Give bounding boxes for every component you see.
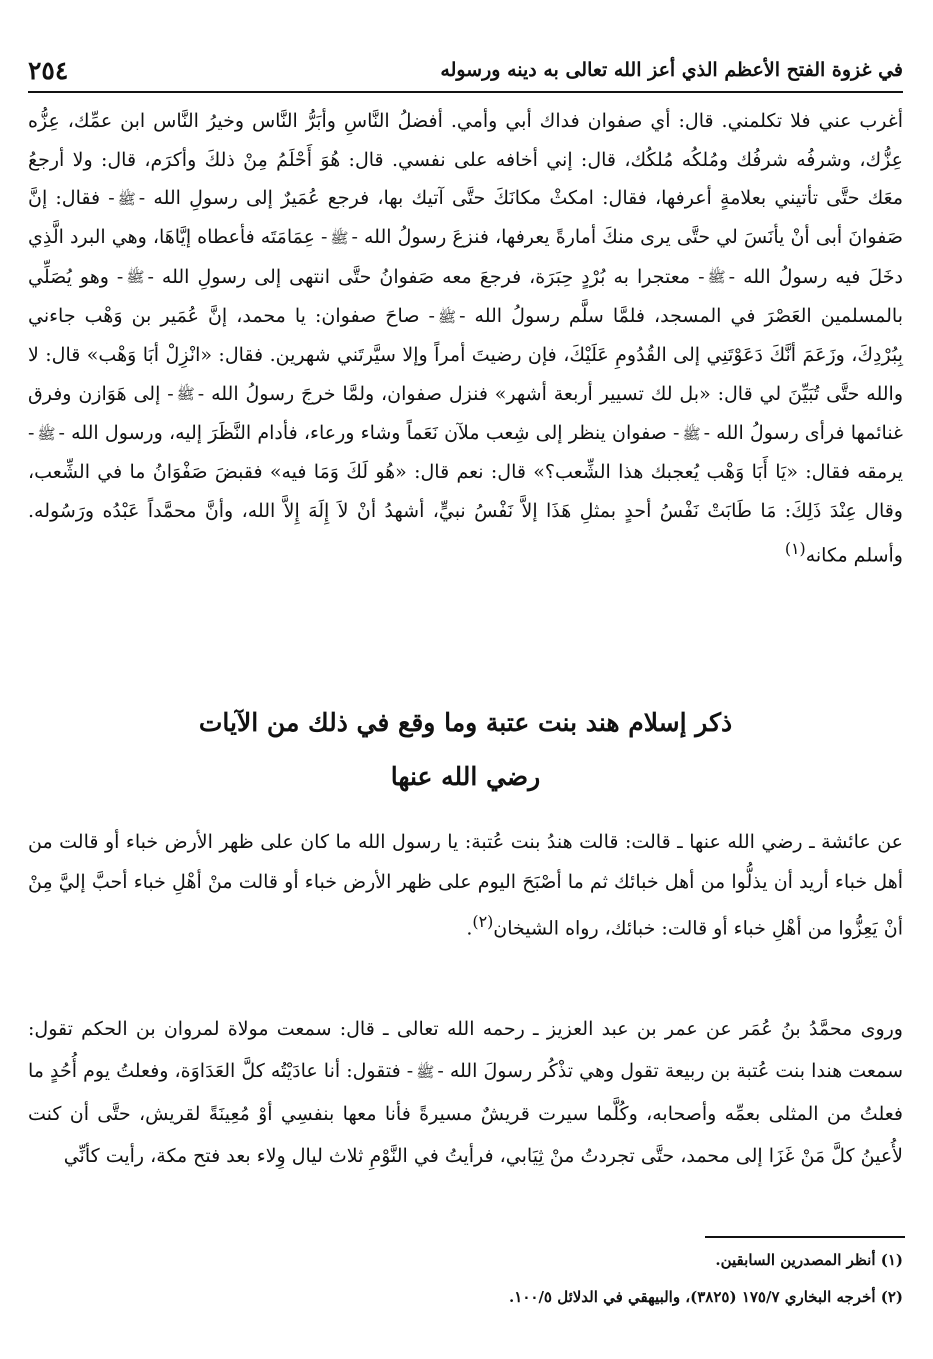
text-segment: - معتجرا به بُرْدٍ حِبَرَة، فرجعَ معه صَفوانُ حتَّى انتهى إلى رسولِ الله -: [147, 265, 705, 288]
text-segment: وروى محمَّدُ بنُ عُمَر عن عمر بن عبد العزيز ـ رحمه الله تعالى ـ قال: سمعت مولاة لمروان بن الحكم تقول: سمعت هندا بنت عُتبة بن ربيعة تقول وهي تذْكُر رسولَ الله -: [28, 1018, 903, 1082]
text-segment: - صاحَ صفوان: يا محمد، إنَّ عُمَير بن وَهْب جاءني بِبُرْدِكَ، وزَعَمَ أنَّكَ دَعَوْتَنِي إلى القُدُومِ عَلَيْكَ، فإن رضيتَ أمراً وإلا سيَّرتَني شهرين. فقال: «انْزِلْ أبَا وَهْب» قال: لا والله حتَّى تُبَيِّنَ لي قال: «بل لك تسيير أربعة أشهر» فنزل صفوان، ولمَّا خرجَ رسولُ الله -: [28, 304, 903, 405]
page-number: ٢٥٤: [28, 55, 69, 85]
salutation-icon: ﷺ: [117, 189, 136, 208]
salutation-icon: ﷺ: [126, 268, 145, 287]
text-segment: - يرمقه فقال: «يَا أَبَا وَهْب يُعجبك هذا الشِّعب؟» قال: نعم قال: «هُو لَكَ وَمَا فيه» فقبضَ صَفْوَانُ ما في الشِّعب، وقال عِنْدَ ذَلِكَ: مَا طَابَتْ نَفْسُ أحدٍ بمثلِ هَذَا إلاَّ نَفْسُ نبيٍّ، أشهدُ أنْ لاَ إِلَهَ إِلاَّ الله، وأنَّ محمَّداً عَبْدُه ورَسُوله. وأسلم مكانه: [28, 421, 903, 567]
text-segment: - صفوان ينظر إلى شِعب ملآن نَعَماً وشاء ورعاء، فأدام النَّظَرَ إليه، ورسول الله -: [58, 421, 680, 444]
salutation-icon: ﷺ: [416, 1063, 435, 1081]
salutation-icon: ﷺ: [437, 307, 457, 326]
section-heading: ذكر إسلام هند بنت عتبة وما وقع في ذلك من الآيات: [198, 708, 733, 737]
footnote-divider: [705, 1236, 905, 1238]
section-subheading: رضي الله عنها: [390, 762, 541, 791]
text-segment: - إلى هَوَازن وفرق غنائمها فرأى رسولُ الله -: [28, 382, 903, 444]
salutation-icon: ﷺ: [176, 385, 195, 404]
footnote-1: (١) أنظر المصدرين السابقين.: [715, 1251, 903, 1269]
salutation-icon: ﷺ: [682, 424, 701, 443]
footnote-ref: (١): [784, 539, 806, 558]
salutation-icon: ﷺ: [707, 268, 726, 287]
footnote-ref: (٢): [472, 912, 494, 931]
text-segment: عن عائشة ـ رضي الله عنها ـ قالت: قالت هندُ بنت عُتبة: يا رسول الله ما كان على ظهر الأرض خباء أو قالت من أهل خباء أريد أن يذلُّوا من أهل خبائك ثم ما أصْبَحَ اليوم على ظهر الأرض خباء أو قالت منْ أهْلِ خباء أحبَّ إليَّ مِنْ أنْ يَعِزُّوا من أهْلِ خباء أو قالت: خبائك، رواه الشيخان: [28, 831, 903, 940]
salutation-icon: ﷺ: [37, 424, 56, 443]
hadith-aisha-paragraph: [28, 822, 903, 948]
running-title: في غزوة الفتح الأعظم الذي أعز الله تعالى به دينه ورسوله: [440, 59, 903, 81]
text-segment: - فتقول: أنا عادَيْتُه كلَّ العَدَاوَة، وفعلتُ يوم أُحُدٍ ما فعلتُ من المثلى بعمِّه وأصحابه، وكُلَّما سيرت قريشٌ مسيرةً فأنا معها بنفسِي أوْ مُعِينَةً لقريش، حتَّى أن كنت لأُعينُ كلَّ مَنْ غَزَا إلى محمد، حتَّى تجردتُ منْ ثِيَابي، فرأيتُ في النَّوْمِ ثلاث ليال وِلاء بعد فتح مكة، رأيت كأنِّي: [28, 1060, 903, 1167]
page-header: [28, 50, 903, 90]
text-segment: أغرب عني فلا تكلمني. قال: أي صفوان فداك أبي وأمي. أفضلُ النَّاسِ وأبَرُّ النَّاس وخيرُ النَّاس ابن عمِّك، عِزُّه عِزُّك، وشرفُه شرفُك ومُلكُه مُلكُك، قال: إني أخافه على نفسي. قال: هُوَ أَحْلَمُ مِنْ ذلكَ وأكرَم، قال: ولا أرجعُ معَك حتَّى تأتيني بعلامةٍ أعرفها، فقال: امكثْ مكانَكَ حتَّى آتيك بها، فرجع عُمَيرٌ إلى رسولِ الله -: [28, 110, 903, 209]
salutation-icon: ﷺ: [330, 229, 349, 247]
header-divider: [28, 91, 903, 93]
text-segment: - فقال: إنَّ صَفوانَ أبى أنْ يأنَسَ لي حتَّى يرى منكَ أمارةً يعرفها، فنزعَ رسولُ الله -: [28, 187, 903, 249]
text-segment: - وهو يُصَلِّي بالمسلمين العَصْرَ في المسجد، فلمَّا سلَّم رسولُ الله -: [28, 265, 903, 327]
text-segment: .: [466, 917, 473, 940]
hadith-hind-paragraph: [28, 1008, 903, 1177]
top-paragraph: [28, 102, 903, 575]
footnote-2: (٢) أخرجه البخاري ١٧٥/٧ (٣٨٢٥)، والبيهقي في الدلائل ١٠٠/٥.: [509, 1288, 903, 1306]
text-segment: - عِمَامَتَه فأعطاه إيَّاهَا، وهي البرد الَّذِي دخَلَ فيه رسولُ الله -: [28, 226, 903, 288]
